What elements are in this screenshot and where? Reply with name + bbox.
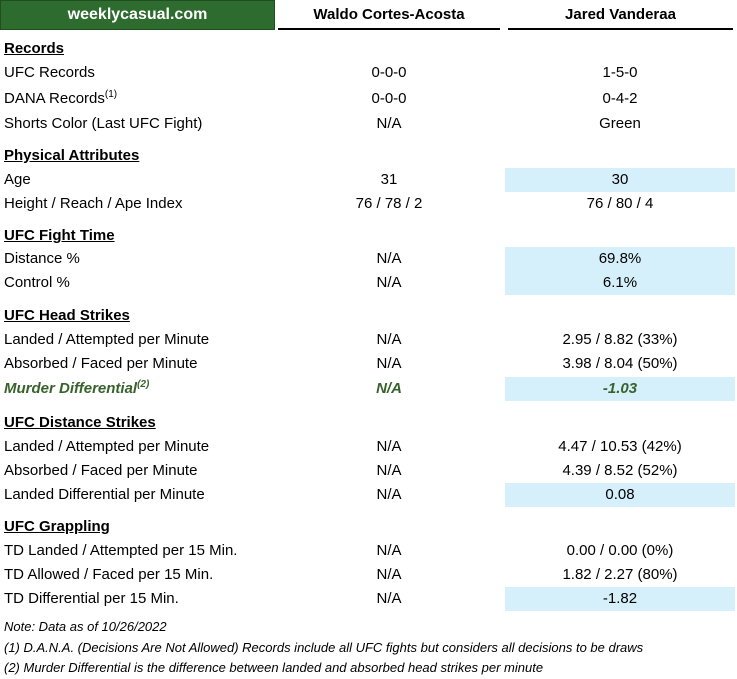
fighter-a-value: 76 / 78 / 2 xyxy=(355,195,423,212)
section-physical xyxy=(0,144,737,168)
fighter-a-value: 31 xyxy=(380,171,398,188)
table-row xyxy=(0,435,737,459)
table-row xyxy=(0,377,737,401)
fighter-b-value: 69.8% xyxy=(505,247,735,271)
fighter-a-value: N/A xyxy=(376,250,402,267)
fighter-b-value: 0-4-2 xyxy=(602,90,638,107)
row-label xyxy=(4,87,117,111)
brand-logo: weeklycasual.com xyxy=(0,0,275,30)
section-distance-strikes xyxy=(0,411,737,435)
fighter-a-header: Waldo Cortes-Acosta xyxy=(278,0,500,30)
table-row xyxy=(0,112,737,136)
section-head-strikes xyxy=(0,304,737,328)
table-row xyxy=(0,459,737,483)
table-row xyxy=(0,328,737,352)
footnote-marker: (2) xyxy=(137,379,150,390)
table-row xyxy=(0,563,737,587)
section-title: Physical Attributes xyxy=(4,147,140,164)
row-label: Absorbed / Faced per Minute xyxy=(4,355,198,372)
fighter-a-value: 0-0-0 xyxy=(371,90,407,107)
fighter-a-value: N/A xyxy=(376,380,402,397)
fighter-a-value: N/A xyxy=(376,590,402,607)
section-title: UFC Fight Time xyxy=(4,227,115,244)
fighter-b-value: 0.00 / 0.00 (0%) xyxy=(566,542,674,559)
fighter-b-header: Jared Vanderaa xyxy=(508,0,733,30)
fighter-a-value: 0-0-0 xyxy=(371,64,407,81)
footnote-1: (1) D.A.N.A. (Decisions Are Not Allowed) Records include all UFC fights but considers all decisions to be draws xyxy=(4,640,644,655)
row-label: Landed / Attempted per Minute xyxy=(4,438,210,455)
fighter-b-value: 30 xyxy=(505,168,735,192)
fighter-a-value: N/A xyxy=(376,438,402,455)
table-row xyxy=(0,168,737,192)
fighter-b-value: 1-5-0 xyxy=(602,64,638,81)
row-label: TD Differential per 15 Min. xyxy=(4,590,179,607)
fighter-a-value: N/A xyxy=(376,331,402,348)
fighter-b-value: -1.03 xyxy=(505,377,735,401)
row-label xyxy=(4,377,149,401)
row-label: Age xyxy=(4,171,31,188)
fighter-b-value: 4.47 / 10.53 (42%) xyxy=(558,438,682,455)
row-label: Height / Reach / Ape Index xyxy=(4,195,183,212)
fighter-a-value: N/A xyxy=(376,462,402,479)
fighter-b-value: -1.82 xyxy=(505,587,735,611)
fighter-b-value: 2.95 / 8.82 (33%) xyxy=(562,331,678,348)
table-row xyxy=(0,271,737,295)
row-label: TD Landed / Attempted per 15 Min. xyxy=(4,542,238,559)
fighter-a-value: N/A xyxy=(376,355,402,372)
fighter-b-value: 0.08 xyxy=(505,483,735,507)
table-row xyxy=(0,247,737,271)
table-row xyxy=(0,61,737,85)
fighter-b-value: 1.82 / 2.27 (80%) xyxy=(562,566,678,583)
row-label: TD Allowed / Faced per 15 Min. xyxy=(4,566,214,583)
fighter-b-value: 6.1% xyxy=(505,271,735,295)
table-row xyxy=(0,587,737,611)
row-label: Shorts Color (Last UFC Fight) xyxy=(4,115,203,132)
section-title: UFC Grappling xyxy=(4,518,110,535)
row-label: UFC Records xyxy=(4,64,95,81)
data-date-note: Note: Data as of 10/26/2022 xyxy=(4,619,167,634)
row-label: Control % xyxy=(4,274,70,291)
footnote-2: (2) Murder Differential is the difference between landed and absorbed head strikes per minute xyxy=(4,660,544,675)
section-title: UFC Distance Strikes xyxy=(4,414,156,431)
fighter-b-value: Green xyxy=(599,115,641,132)
footnote-marker: (1) xyxy=(104,89,118,100)
fighter-b-value: 76 / 80 / 4 xyxy=(586,195,654,212)
fighter-a-value: N/A xyxy=(376,274,402,291)
row-label: Landed Differential per Minute xyxy=(4,486,205,503)
fighter-a-value: N/A xyxy=(376,566,402,583)
table-row xyxy=(0,539,737,563)
row-label: Landed / Attempted per Minute xyxy=(4,331,210,348)
section-title: Records xyxy=(4,40,65,57)
section-fight-time xyxy=(0,224,737,248)
fighter-a-value: N/A xyxy=(376,115,402,132)
table-row xyxy=(0,483,737,507)
table-row xyxy=(0,192,737,216)
fighter-a-value: N/A xyxy=(376,486,402,503)
fighter-a-value: N/A xyxy=(376,542,402,559)
row-label: Absorbed / Faced per Minute xyxy=(4,462,198,479)
section-records xyxy=(0,37,737,61)
fighter-b-value: 4.39 / 8.52 (52%) xyxy=(562,462,678,479)
table-row xyxy=(0,87,737,111)
row-label: Distance % xyxy=(4,250,80,267)
table-row xyxy=(0,352,737,376)
section-grappling xyxy=(0,515,737,539)
row-label-text: Murder Differential xyxy=(4,380,138,397)
section-title: UFC Head Strikes xyxy=(4,307,130,324)
fighter-b-value: 3.98 / 8.04 (50%) xyxy=(562,355,678,372)
row-label-text: DANA Records xyxy=(4,90,105,107)
